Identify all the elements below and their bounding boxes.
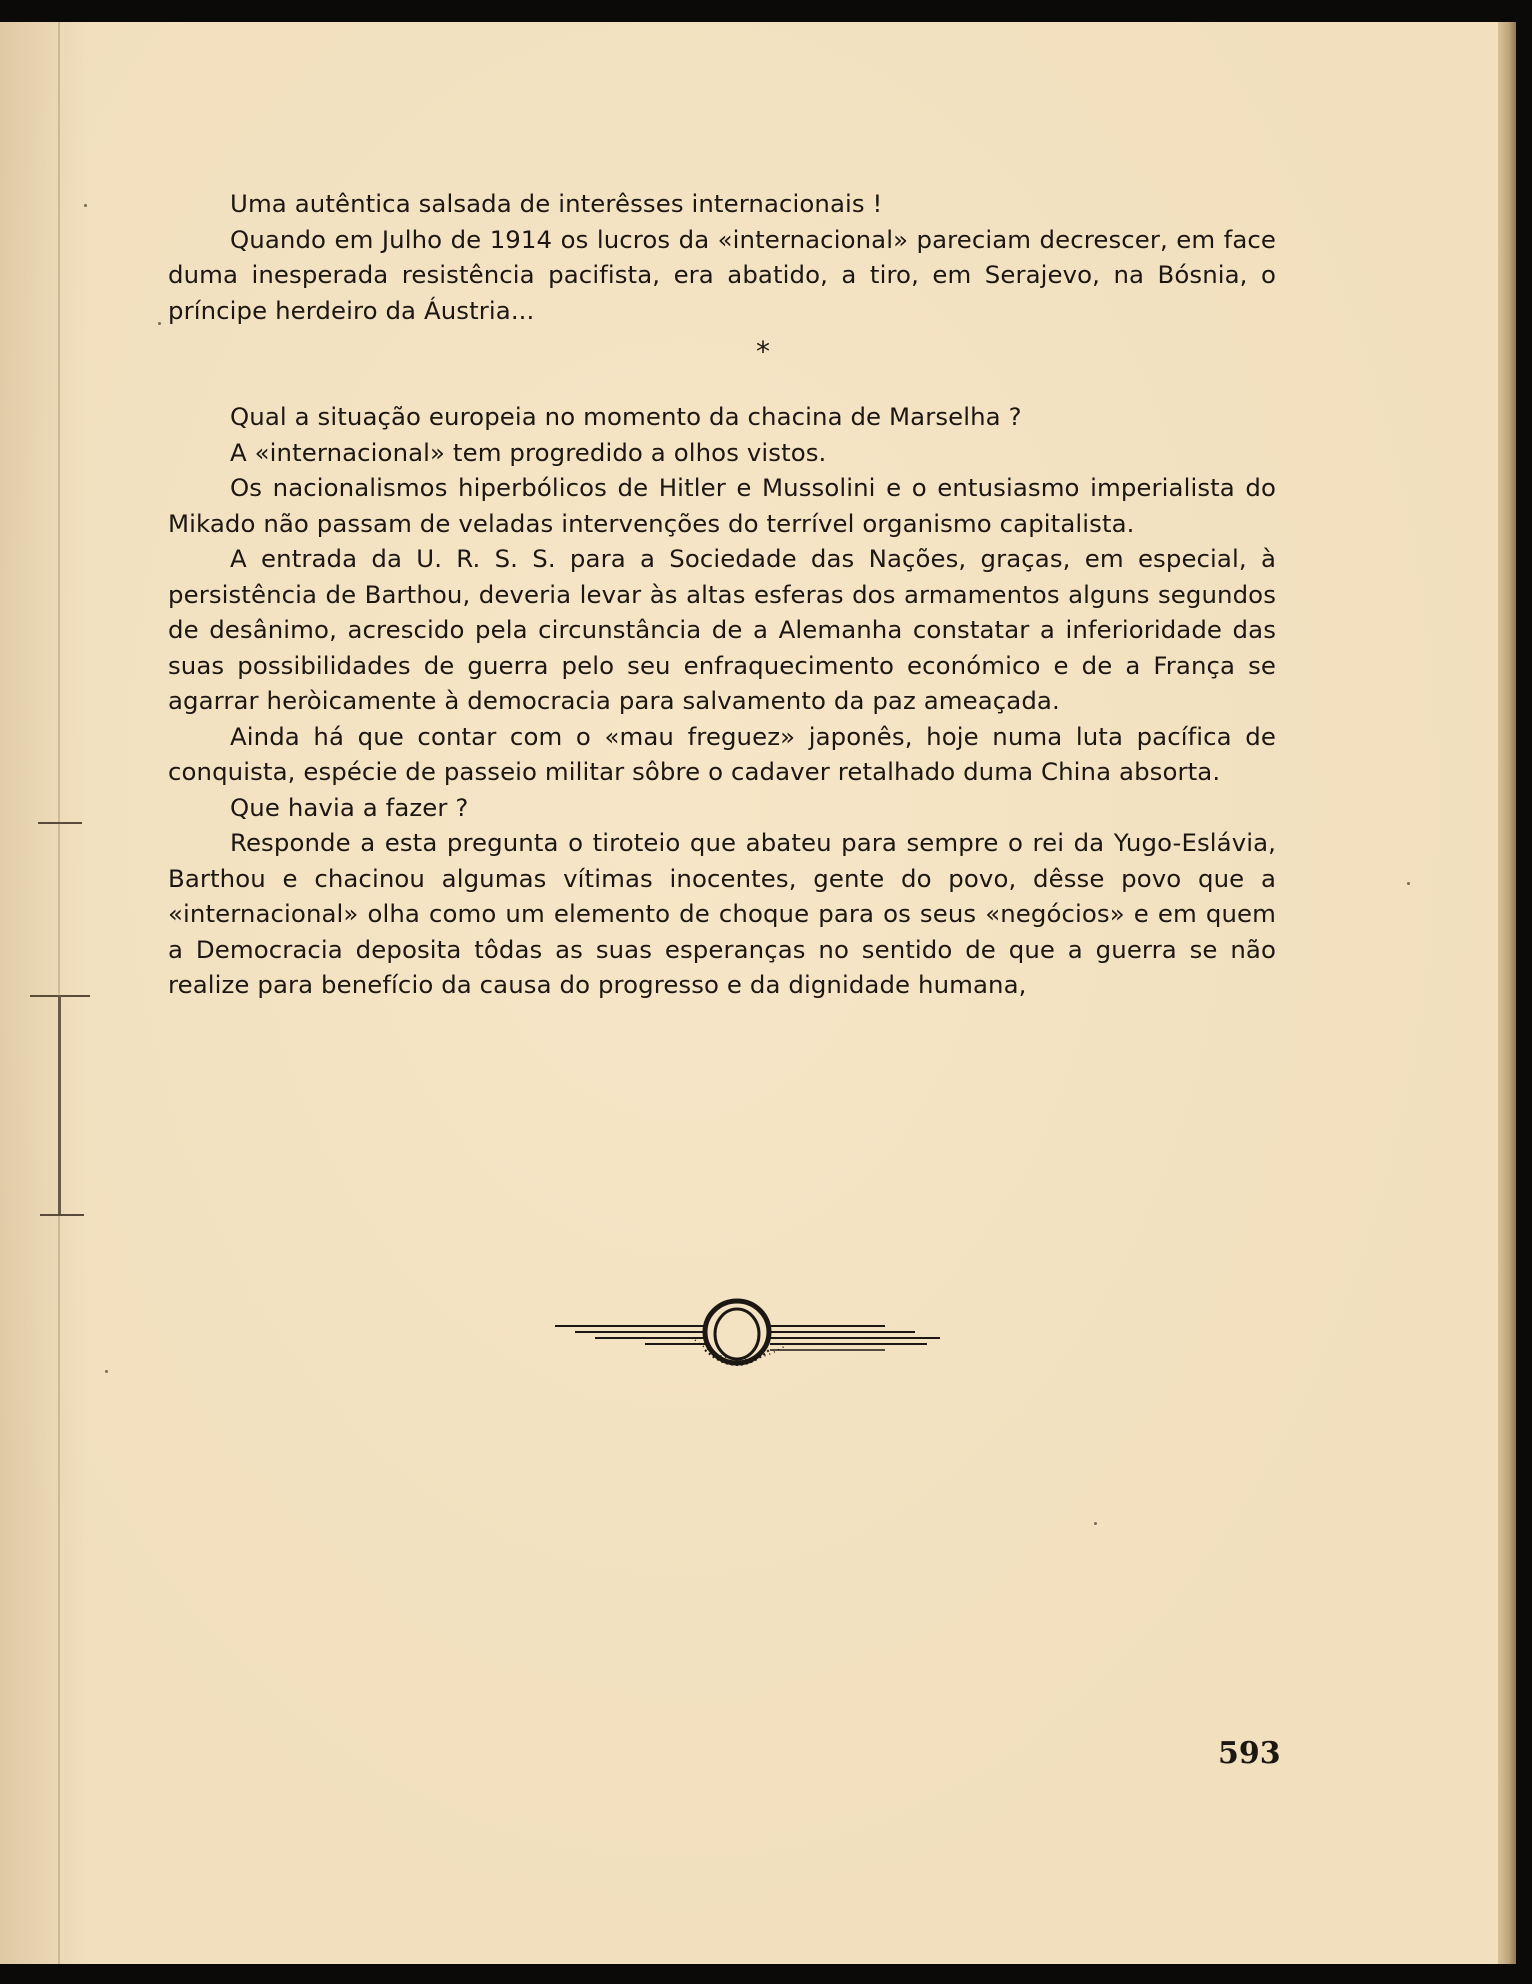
paper-speck [1094, 1522, 1097, 1525]
paper-speck [84, 204, 87, 207]
section-separator: * [755, 335, 771, 368]
gutter-mark [38, 822, 82, 824]
paragraph: Que havia a fazer ? [230, 792, 469, 822]
paragraph: A «internacional» tem progredido a olhos vistos. [230, 437, 827, 467]
paper-edge [1498, 22, 1516, 1964]
paper-speck [105, 1370, 108, 1373]
paragraph: Os nacionalismos hiperbólicos de Hitler e Mussolini e o entusiasmo imperialista do Mikado não passam de veladas intervenções do terrível organismo capitalista. [168, 473, 1276, 538]
paragraph: Qual a situação europeia no momento da chacina de Marselha ? [230, 402, 1022, 431]
paragraph: Ainda há que contar com o «mau freguez» japonês, hoje numa luta pacífica de conquista, espécie de passeio militar sôbre o cadaver retalhado duma China absorta. [168, 721, 1276, 786]
paragraph: Uma autêntica salsada de interêsses internacionais ! [230, 189, 883, 218]
binding-gutter [58, 22, 60, 1964]
gutter-mark [40, 1214, 84, 1216]
art-deco-ring-ornament-icon [555, 1290, 945, 1375]
paper-speck [158, 322, 161, 325]
paragraph: Quando em Julho de 1914 os lucros da «internacional» pareciam decrescer, em face duma inesperada resistência pacifista, era abatido, a tiro, em Serajevo, na Bósnia, o príncipe herdeiro da Áustria... [168, 224, 1276, 325]
body-text [168, 186, 1276, 1003]
paper-speck [1407, 882, 1410, 885]
paragraph: A entrada da U. R. S. S. para a Sociedade das Nações, graças, em especial, à persistência de Barthou, deveria levar às altas esferas dos armamentos alguns segundos de desânimo, acrescido pela circunstância de a Alemanha constatar a inferioridade das suas possibilidades de guerra pelo seu enfraquecimento económico e de a França se agarrar heròicamente à democracia para salvamento da paz ameaçada. [168, 544, 1276, 715]
page-number: 593 [1218, 1736, 1281, 1771]
paragraph: Responde a esta pregunta o tiroteio que abateu para sempre o rei da Yugo-Eslávia, Barthou e chacinou algumas vítimas inocentes, gente do povo, dêsse povo que a «internacional» olha como um elemento de choque para os seus «negócios» e em quem a Democracia deposita tôdas as suas esperanças no sentido de que a guerra se não realize para benefício da causa do progresso e da dignidade humana, [168, 828, 1276, 999]
binding-stitch [58, 995, 61, 1215]
